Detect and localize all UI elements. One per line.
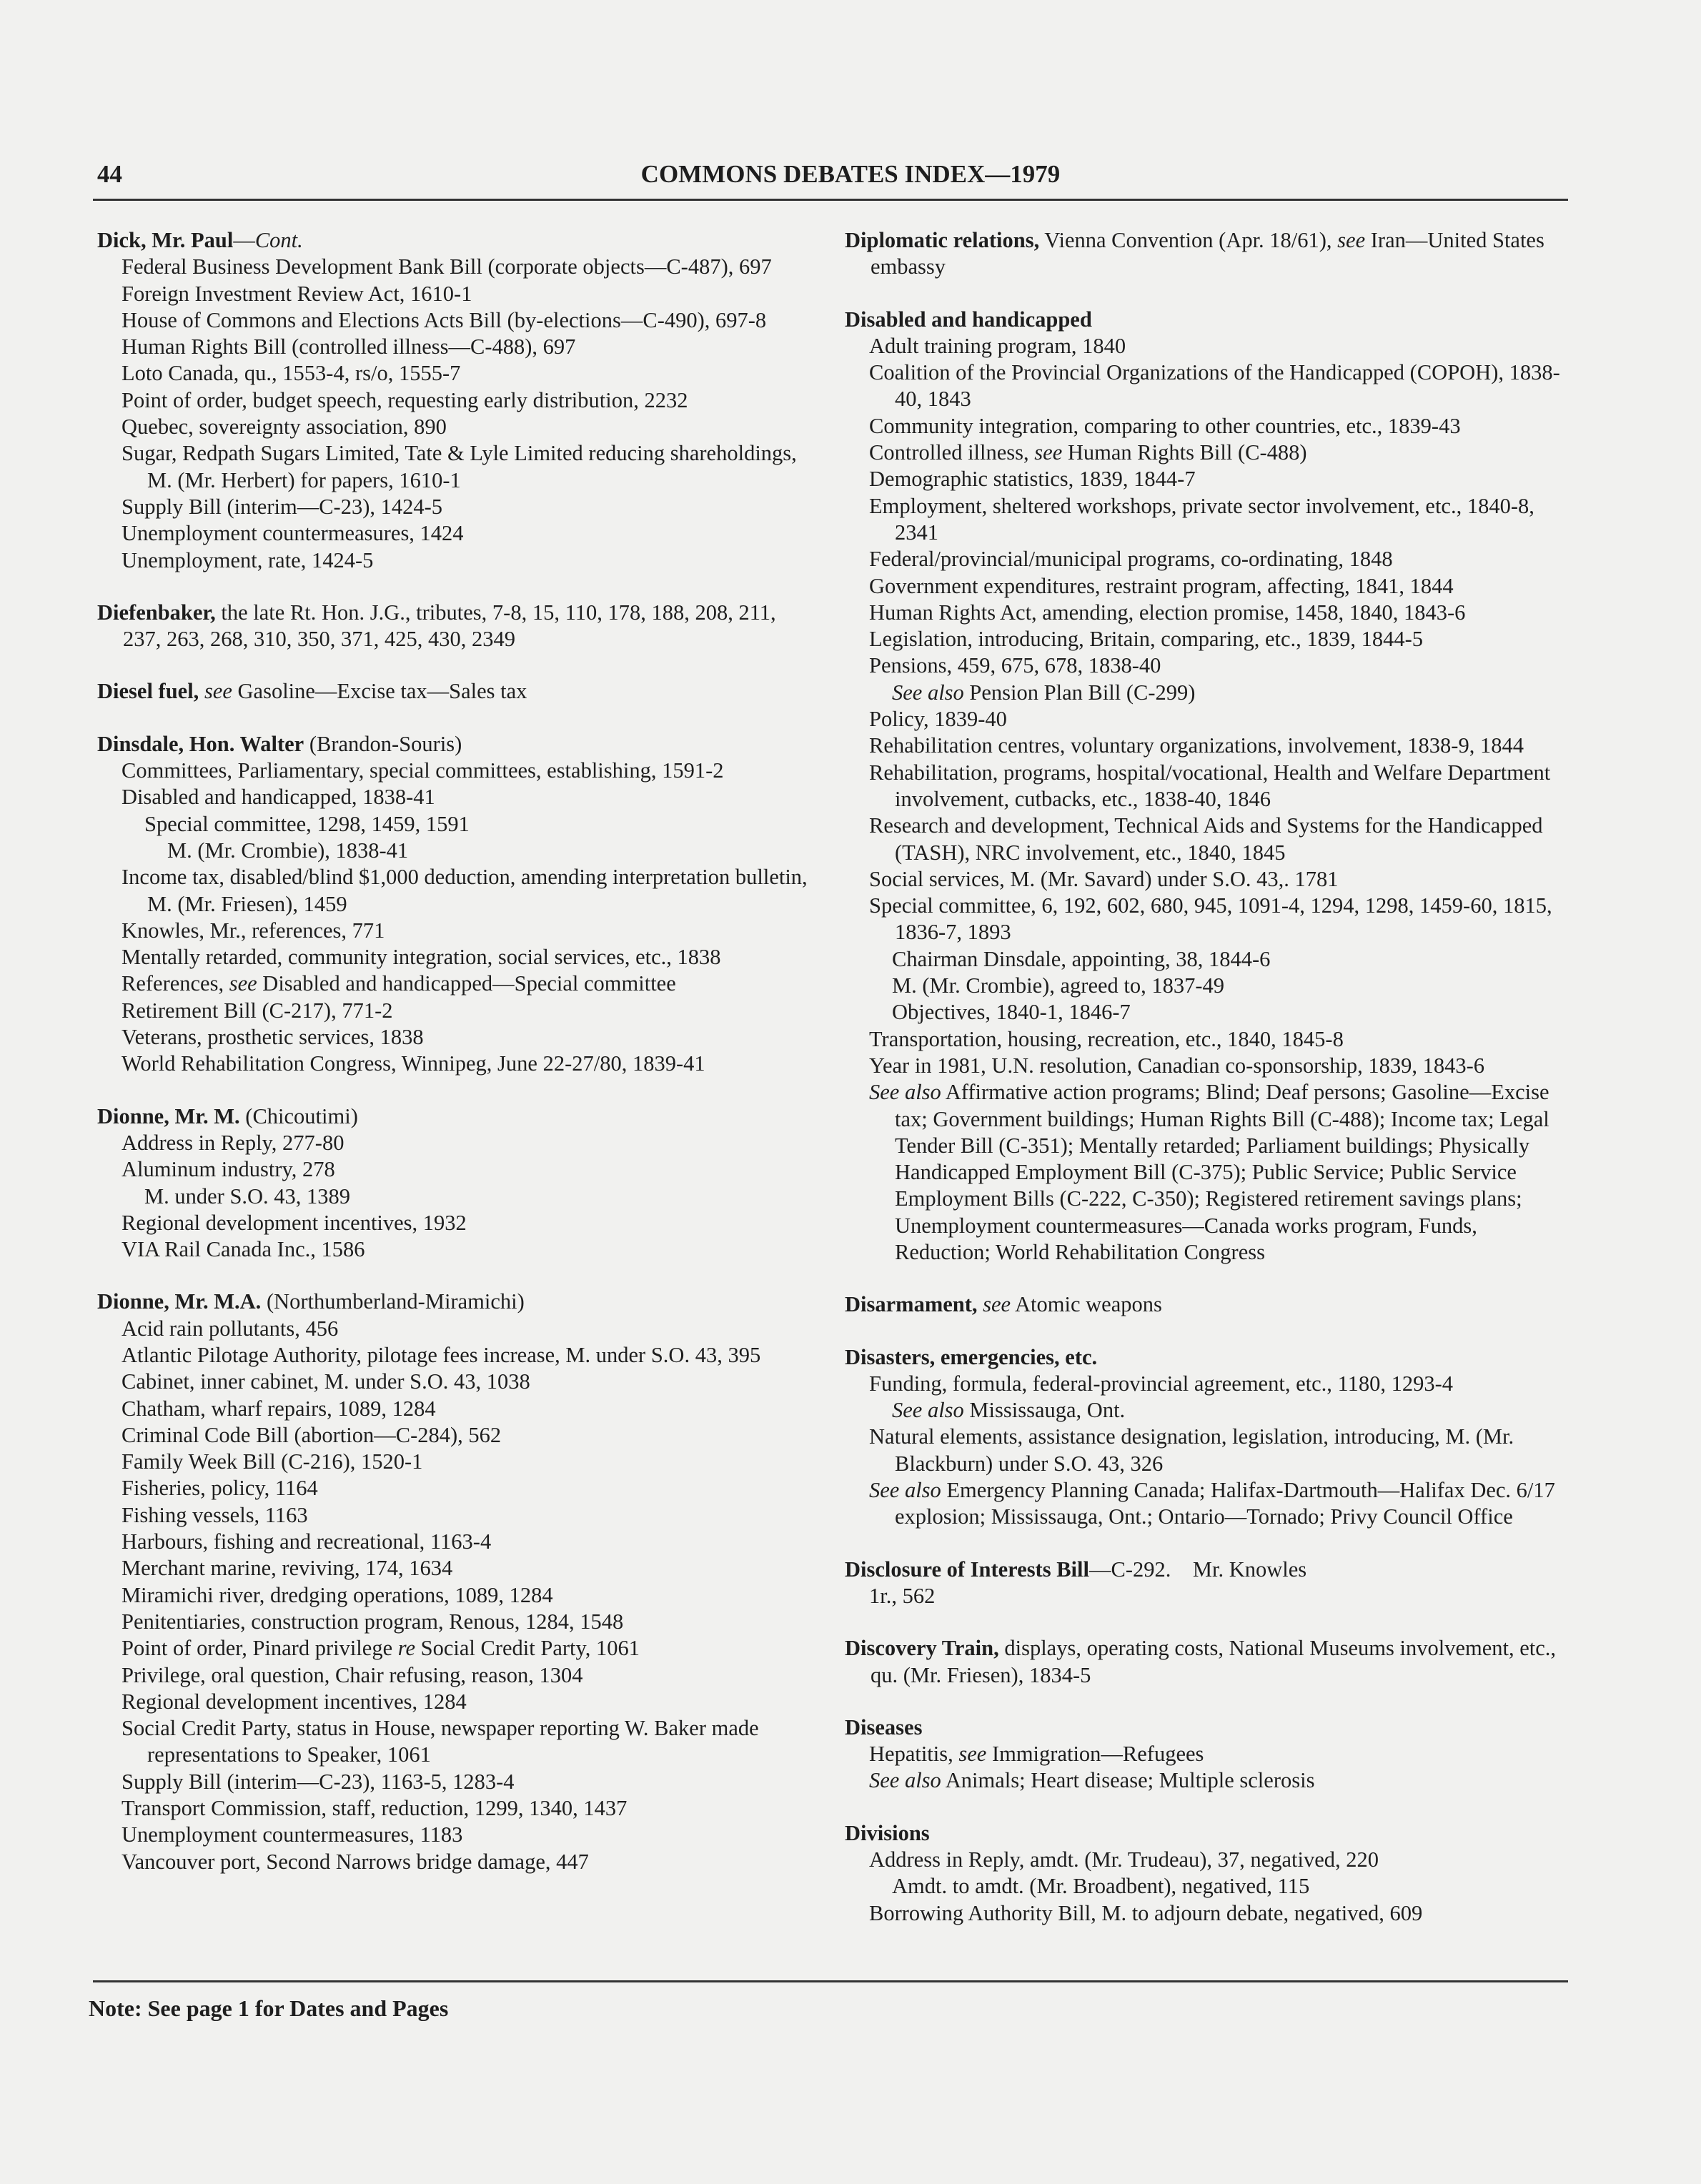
index-headword: Dinsdale, Hon. Walter bbox=[97, 731, 304, 756]
index-subentry: Committees, Parliamentary, special committees, establishing, 1591-2 bbox=[122, 758, 724, 783]
index-subentry: Family Week Bill (C-216), 1520-1 bbox=[122, 1449, 423, 1474]
index-subentry: Transportation, housing, recreation, etc., 1840, 1845-8 bbox=[869, 1026, 1344, 1051]
index-subentry: Government expenditures, restraint program, affecting, 1841, 1844 bbox=[869, 573, 1454, 598]
index-subentry: Foreign Investment Review Act, 1610-1 bbox=[122, 281, 472, 306]
index-headword: Discovery Train, bbox=[845, 1636, 999, 1661]
index-heading bbox=[845, 1557, 1568, 1583]
index-headword: Dionne, Mr. M.A. bbox=[97, 1289, 262, 1314]
index-entry bbox=[97, 227, 819, 574]
index-subentry: Knowles, Mr., references, 771 bbox=[122, 918, 385, 943]
index-subentry: See also Emergency Planning Canada; Halifax-Dartmouth—Halifax Dec. 6/17 explosion; Mississauga, Ont.; Ontario—Tornado; Privy Council Office bbox=[869, 1478, 1555, 1529]
index-heading bbox=[97, 227, 819, 254]
index-heading bbox=[845, 307, 1568, 333]
index-subentry: Chatham, wharf repairs, 1089, 1284 bbox=[122, 1396, 436, 1421]
index-entry bbox=[845, 227, 1568, 281]
index-subentry: Hepatitis, see Immigration—Refugees bbox=[869, 1742, 1204, 1767]
index-entry bbox=[845, 1557, 1568, 1610]
index-heading-detail: the late Rt. Hon. J.G., tributes, 7-8, 15, 110, 178, 188, 208, 211, 237, 263, 268, 310, 350, 371, 425, 430, 2349 bbox=[123, 600, 776, 652]
index-subentry: Adult training program, 1840 bbox=[869, 333, 1126, 358]
index-heading bbox=[845, 227, 1568, 281]
index-subentry: Year in 1981, U.N. resolution, Canadian co-sponsorship, 1839, 1843-6 bbox=[869, 1053, 1484, 1078]
index-subentry: M. under S.O. 43, 1389 bbox=[144, 1183, 351, 1208]
index-headword: Disclosure of Interests Bill bbox=[845, 1557, 1089, 1582]
index-subentry: Income tax, disabled/blind $1,000 deduction, amending interpretation bulletin, M. (Mr. Friesen), 1459 bbox=[122, 865, 808, 916]
index-subentry: M. (Mr. Crombie), agreed to, 1837-49 bbox=[892, 973, 1225, 998]
index-subentry: Atlantic Pilotage Authority, pilotage fees increase, M. under S.O. 43, 395 bbox=[122, 1342, 761, 1367]
index-subentry: See also Affirmative action programs; Blind; Deaf persons; Gasoline—Excise tax; Government buildings; Human Rights Bill (C-488); Income tax; Legal Tender Bill (C-351); Mentally retarded; Parliament buildings; Physically Handicapped Employment Bill (C-375); Public Service; Public Service Employment Bills (C-222, C-350); Registered retirement savings plans; Unemployment countermeasures—Canada works program, Funds, Reduction; World Rehabilitation Congress bbox=[869, 1080, 1549, 1264]
index-subentry: VIA Rail Canada Inc., 1586 bbox=[122, 1237, 365, 1262]
index-subentry: Rehabilitation centres, voluntary organizations, involvement, 1838-9, 1844 bbox=[869, 733, 1524, 758]
index-subentry: Funding, formula, federal-provincial agreement, etc., 1180, 1293-4 bbox=[869, 1371, 1454, 1396]
index-subentry: See also Animals; Heart disease; Multiple sclerosis bbox=[869, 1768, 1315, 1793]
index-subentry: Transport Commission, staff, reduction, 1299, 1340, 1437 bbox=[122, 1796, 628, 1821]
page-title: COMMONS DEBATES INDEX—1979 bbox=[640, 160, 1061, 188]
index-subentry: Supply Bill (interim—C-23), 1424-5 bbox=[122, 494, 443, 519]
index-subentry: Borrowing Authority Bill, M. to adjourn debate, negatived, 609 bbox=[869, 1900, 1423, 1925]
index-subentry: Quebec, sovereignty association, 890 bbox=[122, 415, 447, 440]
index-subentry: Objectives, 1840-1, 1846-7 bbox=[892, 1000, 1131, 1025]
index-heading-detail: —C-292. Mr. Knowles bbox=[1088, 1557, 1307, 1582]
index-subentry: Criminal Code Bill (abortion—C-284), 562 bbox=[122, 1422, 502, 1447]
index-subentry: Regional development incentives, 1932 bbox=[122, 1210, 467, 1235]
index-heading bbox=[845, 1820, 1568, 1847]
index-subentry: Point of order, budget speech, requesting early distribution, 2232 bbox=[122, 387, 688, 412]
page-number: 44 bbox=[97, 160, 122, 188]
index-subentry: Fishing vessels, 1163 bbox=[122, 1502, 308, 1527]
index-subentry: See also Mississauga, Ont. bbox=[892, 1398, 1126, 1423]
index-heading-detail: see Atomic weapons bbox=[983, 1292, 1162, 1317]
index-subentry: Coalition of the Provincial Organizations of the Handicapped (COPOH), 1838-40, 1843 bbox=[869, 360, 1560, 412]
index-subentry: Cabinet, inner cabinet, M. under S.O. 43, 1038 bbox=[122, 1369, 530, 1394]
index-heading bbox=[845, 1714, 1568, 1741]
index-subentry: Human Rights Act, amending, election promise, 1458, 1840, 1843-6 bbox=[869, 600, 1466, 625]
index-entry bbox=[97, 1103, 819, 1264]
index-subentry: Penitentiaries, construction program, Renous, 1284, 1548 bbox=[122, 1609, 624, 1634]
index-heading bbox=[845, 1291, 1568, 1318]
index-subentry: Privilege, oral question, Chair refusing, reason, 1304 bbox=[122, 1662, 583, 1687]
index-subentry: Loto Canada, qu., 1553-4, rs/o, 1555-7 bbox=[122, 361, 461, 386]
index-subentry: Legislation, introducing, Britain, comparing, etc., 1839, 1844-5 bbox=[869, 627, 1424, 652]
index-subentry: Special committee, 1298, 1459, 1591 bbox=[144, 811, 470, 836]
index-subentry: Social services, M. (Mr. Savard) under S.O. 43,. 1781 bbox=[869, 866, 1339, 891]
index-headword: Disasters, emergencies, etc. bbox=[845, 1344, 1098, 1369]
index-entry bbox=[97, 1289, 819, 1875]
index-entry bbox=[845, 307, 1568, 1266]
header-rule bbox=[93, 199, 1568, 201]
index-heading bbox=[97, 731, 819, 758]
index-heading bbox=[97, 678, 819, 705]
index-subentry: Harbours, fishing and recreational, 1163-4 bbox=[122, 1529, 492, 1554]
index-subentry: Point of order, Pinard privilege re Social Credit Party, 1061 bbox=[122, 1636, 640, 1661]
index-subentry: M. (Mr. Crombie), 1838-41 bbox=[167, 838, 409, 863]
index-headword: Disabled and handicapped bbox=[845, 307, 1092, 332]
index-subentry: Unemployment countermeasures, 1424 bbox=[122, 521, 464, 546]
index-subentry: Vancouver port, Second Narrows bridge damage, 447 bbox=[122, 1849, 589, 1874]
index-subentry: Amdt. to amdt. (Mr. Broadbent), negatived, 115 bbox=[892, 1874, 1310, 1899]
index-heading-detail: (Chicoutimi) bbox=[239, 1103, 358, 1128]
index-subentry: Social Credit Party, status in House, newspaper reporting W. Baker made representations to Speaker, 1061 bbox=[122, 1716, 759, 1767]
index-entry bbox=[97, 731, 819, 1078]
index-heading bbox=[845, 1635, 1568, 1689]
index-heading-detail: displays, operating costs, National Museums involvement, etc., qu. (Mr. Friesen), 1834-5 bbox=[871, 1636, 1557, 1687]
index-headword: Diesel fuel, bbox=[97, 679, 199, 704]
index-headword: Dionne, Mr. M. bbox=[97, 1103, 240, 1128]
index-subentry: Human Rights Bill (controlled illness—C-488), 697 bbox=[122, 334, 576, 359]
index-subentry: Merchant marine, reviving, 174, 1634 bbox=[122, 1556, 453, 1581]
index-headword: Diefenbaker, bbox=[97, 600, 216, 625]
index-heading-detail: —Cont. bbox=[233, 228, 303, 252]
index-subentry: 1r., 562 bbox=[869, 1583, 936, 1608]
index-entry bbox=[97, 600, 819, 653]
index-subentry: Federal/provincial/municipal programs, co-ordinating, 1848 bbox=[869, 547, 1393, 572]
index-subentry: Acid rain pollutants, 456 bbox=[122, 1316, 339, 1341]
index-heading bbox=[97, 600, 819, 653]
index-subentry: Federal Business Development Bank Bill (corporate objects—C-487), 697 bbox=[122, 254, 772, 279]
index-heading-detail: see Gasoline—Excise tax—Sales tax bbox=[204, 679, 527, 704]
index-subentry: Supply Bill (interim—C-23), 1163-5, 1283-4 bbox=[122, 1769, 515, 1794]
index-subentry: Miramichi river, dredging operations, 1089, 1284 bbox=[122, 1582, 553, 1607]
index-heading bbox=[845, 1344, 1568, 1371]
index-subentry: Regional development incentives, 1284 bbox=[122, 1689, 467, 1714]
index-subentry: Address in Reply, 277-80 bbox=[122, 1130, 344, 1155]
index-headword: Dick, Mr. Paul bbox=[97, 228, 234, 252]
index-subentry: Disabled and handicapped, 1838-41 bbox=[122, 785, 435, 810]
index-subentry: Retirement Bill (C-217), 771-2 bbox=[122, 998, 393, 1023]
index-subentry: Employment, sheltered workshops, private sector involvement, etc., 1840-8, 2341 bbox=[869, 493, 1534, 545]
index-subentry: World Rehabilitation Congress, Winnipeg, June 22-27/80, 1839-41 bbox=[122, 1051, 705, 1076]
index-subentry: Rehabilitation, programs, hospital/vocational, Health and Welfare Department involvement, cutbacks, etc., 1838-40, 1846 bbox=[869, 760, 1551, 811]
index-heading-detail: Vienna Convention (Apr. 18/61), see Iran—United States embassy bbox=[871, 228, 1544, 279]
index-subentry: Controlled illness, see Human Rights Bill (C-488) bbox=[869, 440, 1307, 465]
index-subentry: Pensions, 459, 675, 678, 1838-40 bbox=[869, 653, 1161, 678]
index-headword: Disarmament, bbox=[845, 1292, 978, 1317]
index-subentry: Address in Reply, amdt. (Mr. Trudeau), 37, negatived, 220 bbox=[869, 1847, 1379, 1872]
index-subentry: House of Commons and Elections Acts Bill (by-elections—C-490), 697-8 bbox=[122, 307, 767, 332]
index-subentry: Special committee, 6, 192, 602, 680, 945, 1091-4, 1294, 1298, 1459-60, 1815, 1836-7, 1893 bbox=[869, 893, 1552, 945]
index-subentry: Unemployment countermeasures, 1183 bbox=[122, 1822, 463, 1847]
index-subentry: Policy, 1839-40 bbox=[869, 707, 1007, 732]
index-subentry: Demographic statistics, 1839, 1844-7 bbox=[869, 467, 1196, 492]
index-subentry: Mentally retarded, community integration, social services, etc., 1838 bbox=[122, 945, 721, 970]
index-heading bbox=[97, 1289, 819, 1315]
index-entry bbox=[845, 1820, 1568, 1927]
index-subentry: Fisheries, policy, 1164 bbox=[122, 1476, 318, 1501]
index-entry bbox=[845, 1291, 1568, 1318]
index-subentry: Sugar, Redpath Sugars Limited, Tate & Lyle Limited reducing shareholdings, M. (Mr. Herbert) for papers, 1610-1 bbox=[122, 441, 797, 492]
index-subentry: Natural elements, assistance designation, legislation, introducing, M. (Mr. Blackburn) under S.O. 43, 326 bbox=[869, 1424, 1514, 1476]
index-heading-detail: (Brandon-Souris) bbox=[304, 731, 462, 756]
index-subentry: Veterans, prosthetic services, 1838 bbox=[122, 1025, 424, 1050]
index-subentry: Community integration, comparing to other countries, etc., 1839-43 bbox=[869, 413, 1461, 438]
index-headword: Diplomatic relations, bbox=[845, 228, 1040, 252]
index-entry bbox=[845, 1714, 1568, 1795]
index-headword: Diseases bbox=[845, 1714, 923, 1739]
index-subentry: Research and development, Technical Aids and Systems for the Handicapped (TASH), NRC involvement, etc., 1840, 1845 bbox=[869, 813, 1543, 865]
footer-rule bbox=[93, 1980, 1568, 1982]
index-subentry: Chairman Dinsdale, appointing, 38, 1844-6 bbox=[892, 946, 1271, 971]
index-entry bbox=[845, 1635, 1568, 1689]
index-heading bbox=[97, 1103, 819, 1130]
index-entry bbox=[97, 678, 819, 705]
index-subentry: Aluminum industry, 278 bbox=[122, 1157, 335, 1182]
index-entry bbox=[845, 1344, 1568, 1531]
index-column-left bbox=[97, 227, 819, 1901]
index-headword: Divisions bbox=[845, 1820, 930, 1845]
index-subentry: References, see Disabled and handicapped—Special committee bbox=[122, 971, 676, 996]
footer-note: Note: See page 1 for Dates and Pages bbox=[89, 1995, 449, 2021]
index-subentry: Unemployment, rate, 1424-5 bbox=[122, 547, 374, 572]
index-heading-detail: (Northumberland-Miramichi) bbox=[261, 1289, 525, 1314]
index-subentry: See also Pension Plan Bill (C-299) bbox=[892, 680, 1196, 705]
index-column-right bbox=[845, 227, 1568, 1952]
